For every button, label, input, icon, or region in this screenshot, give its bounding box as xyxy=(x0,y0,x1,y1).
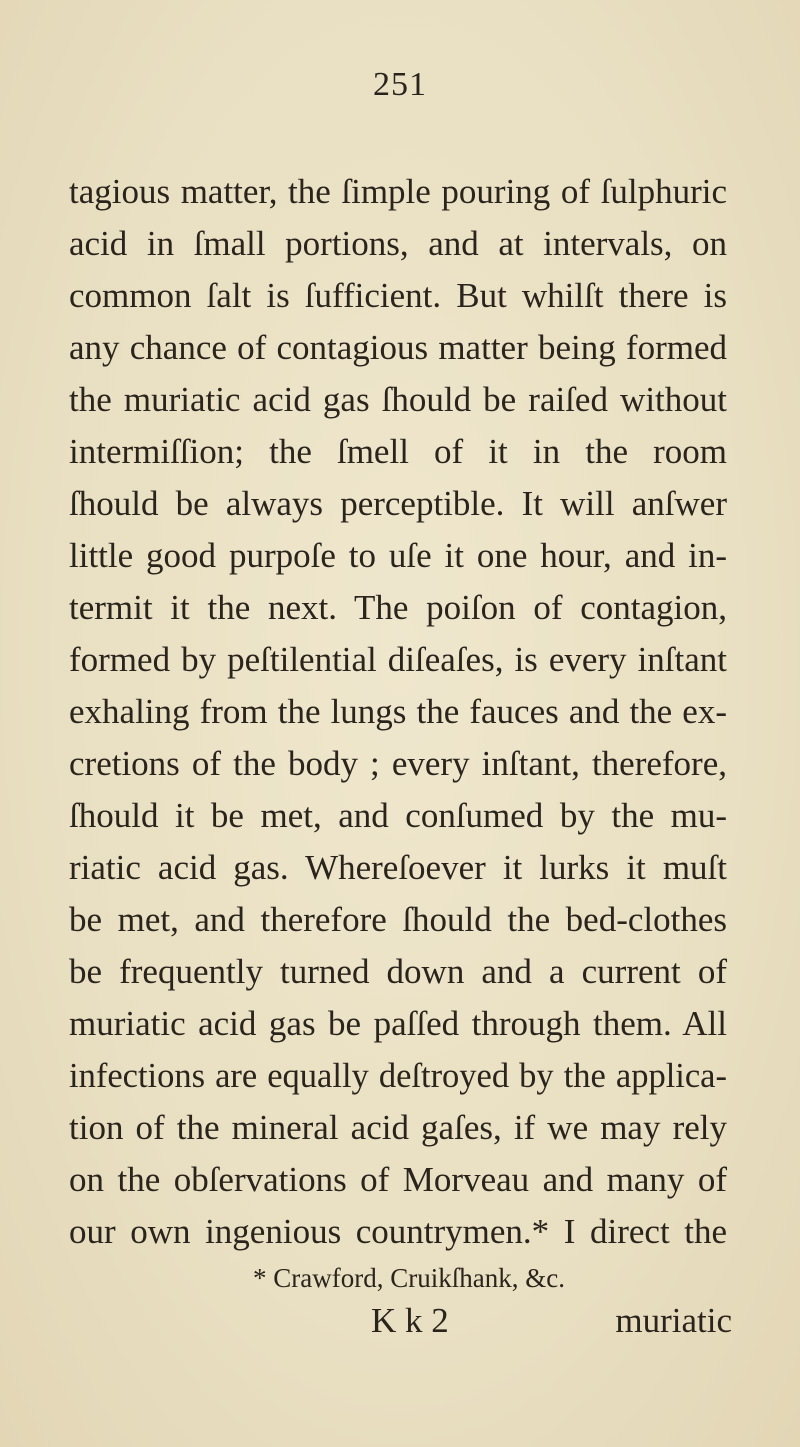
text-line: riatic acid gas. Whereſoever it lurks it muſt xyxy=(69,848,727,887)
text-line: muriatic acid gas be paſſed through them. All xyxy=(69,1004,727,1043)
signature-mark: K k 2 xyxy=(371,1301,449,1340)
text-line: tion of the mineral acid gaſes, if we may rely xyxy=(69,1108,727,1147)
text-line: formed by peſtilential diſeaſes, is every inſtant xyxy=(69,640,727,679)
text-line: exhaling from the lungs the fauces and the ex- xyxy=(69,692,727,731)
footnote: * Crawford, Cruikſhank, &c. xyxy=(253,1263,565,1293)
text-line: any chance of contagious matter being formed xyxy=(69,328,727,367)
text-line: infections are equally deſtroyed by the applica- xyxy=(69,1057,727,1095)
text-line: the muriatic acid gas ſhould be raiſed without xyxy=(69,380,727,419)
text-line: be met, and therefore ſhould the bed-clothes xyxy=(69,900,727,939)
text-line: our own ingenious countrymen.* I direct the xyxy=(69,1212,727,1251)
text-line: be frequently turned down and a current of xyxy=(69,952,727,991)
text-line: termit it the next. The poiſon of contagion, xyxy=(69,588,727,627)
text-line: tagious matter, the ſimple pouring of ſulphuric xyxy=(69,172,727,211)
text-line: common ſalt is ſufficient. But whilſt there is xyxy=(69,276,727,315)
text-line: little good purpoſe to uſe it one hour, and in- xyxy=(69,536,727,575)
catchword: muriatic xyxy=(615,1301,732,1340)
text-line: acid in ſmall portions, and at intervals, on xyxy=(69,224,727,263)
text-line: on the obſervations of Morveau and many of xyxy=(69,1160,727,1199)
text-line: ſhould be always perceptible. It will anſwer xyxy=(69,484,727,523)
text-line: cretions of the body ; every inſtant, therefore, xyxy=(69,744,727,783)
text-line: ſhould it be met, and conſumed by the mu- xyxy=(69,796,727,835)
text-line: intermiſſion; the ſmell of it in the room xyxy=(69,432,727,471)
page-number: 251 xyxy=(373,66,427,103)
